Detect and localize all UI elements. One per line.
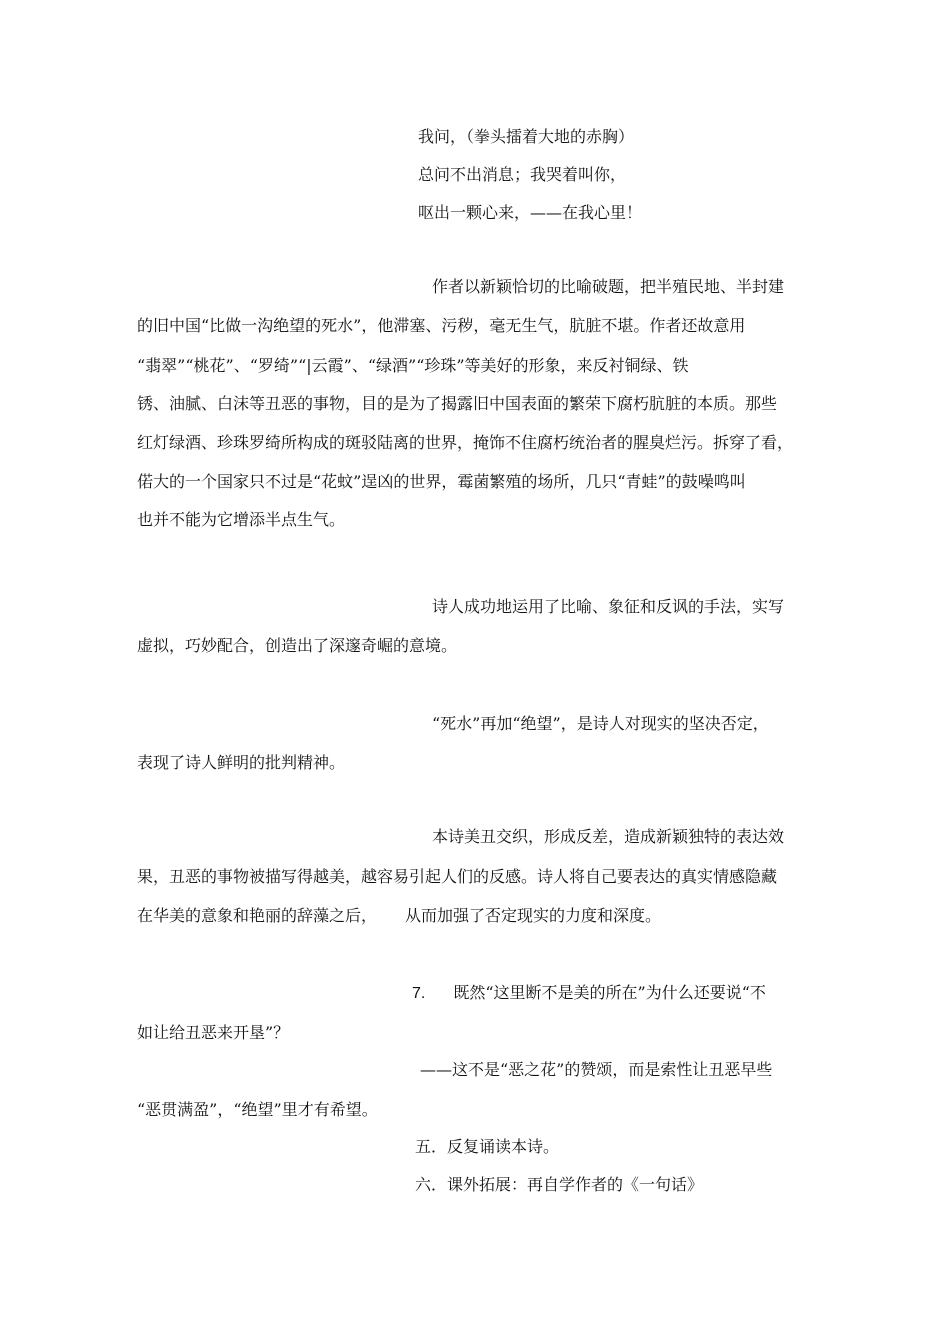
para1-line-2: 的旧中国“比做一沟绝望的死水”，他滞塞、污秽，毫无生气，肮脏不堪。作者还故意用 [137,316,746,335]
question-7-answer-line-1: ——这不是“恶之花”的赞颂，而是索性让丑恶早些 [420,1060,773,1079]
section-6-heading: 六．课外拓展：再自学作者的《一句话》 [415,1175,704,1194]
poem-line-1: 我问，（拳头擂着大地的赤胸） [418,127,635,146]
para4-line-2: 果，丑恶的事物被描写得越美，越容易引起人们的反感。诗人将自己要表达的真实情感隐藏 [137,867,778,886]
para3-line-1: “死水”再加“绝望”，是诗人对现实的坚决否定， [432,714,769,733]
question-7-line-1 [412,983,766,1003]
section-5-heading: 五．反复诵读本诗。 [415,1137,560,1156]
poem-line-3: 呕出一颗心来，——在我心里！ [418,203,643,222]
poem-line-2: 总问不出消息；我哭着叫你， [418,165,627,184]
para1-line-1: 作者以新颖恰切的比喻破题，把半殖民地、半封建 [432,277,785,296]
para4-line-3 [137,906,661,926]
question-7-answer-line-2: “恶贯满盈”，“绝望”里才有希望。 [137,1100,378,1119]
para1-line-5: 红灯绿酒、珍珠罗绮所构成的斑驳陆离的世界，掩饰不住腐朽统治者的腥臭烂污。拆穿了看， [137,433,794,452]
para1-line-7: 也并不能为它增添半点生气。 [137,510,346,529]
para2-line-2: 虚拟，巧妙配合，创造出了深邃奇崛的意境。 [137,636,458,655]
para1-line-6: 偌大的一个国家只不过是“花蚊”逞凶的世界，霉菌繁殖的场所，几只“青蛙”的鼓噪鸣叫 [137,472,746,491]
para4-line-1: 本诗美丑交织，形成反差，造成新颖独特的表达效 [432,827,785,846]
para4-line-3-part-b: 从而加强了否定现实的力度和深度。 [405,906,662,925]
question-7-line-2: 如让给丑恶来开垦”？ [137,1023,290,1042]
question-7-number: 7. [412,985,426,1002]
para2-line-1: 诗人成功地运用了比喻、象征和反讽的手法，实写 [432,597,785,616]
para1-line-3: “翡翠”“桃花”、“罗绮”“|云霞”、“绿酒”“珍珠”等美好的形象，来反衬铜绿、铁 [137,356,689,375]
para4-line-3-part-a: 在华美的意象和艳丽的辞藻之后， [137,906,378,925]
question-7-text: 既然“这里断不是美的所在”为什么还要说“不 [453,983,766,1002]
para1-line-4: 锈、油腻、白沫等丑恶的事物，目的是为了揭露旧中国表面的繁荣下腐朽肮脏的本质。那些 [137,394,778,413]
para3-line-2: 表现了诗人鲜明的批判精神。 [137,753,346,772]
